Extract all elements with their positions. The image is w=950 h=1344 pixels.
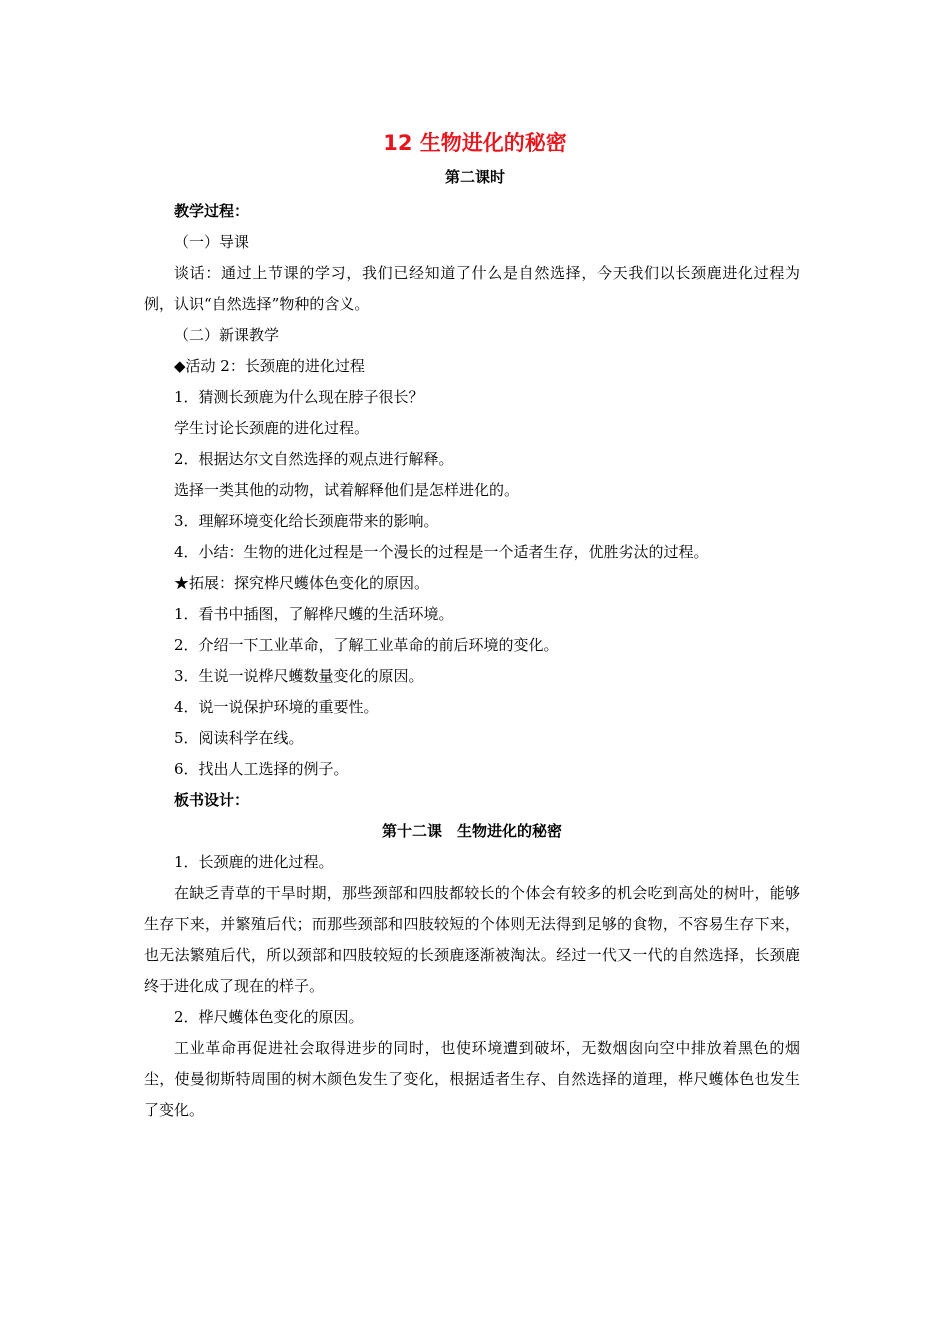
activity-item: 选择一类其他的动物，试着解释他们是怎样进化的。	[174, 481, 520, 499]
new-lesson-heading: （二）新课教学	[174, 326, 280, 344]
section-heading-teaching: 教学过程：	[174, 202, 250, 220]
board-item-heading: 1．长颈鹿的进化过程。	[174, 853, 334, 871]
activity-item: 4．小结：生物的进化过程是一个漫长的过程是一个适者生存，优胜劣汰的过程。	[174, 543, 709, 561]
activity-item: 2．根据达尔文自然选择的观点进行解释。	[174, 450, 454, 468]
document-body	[144, 196, 800, 1126]
intro-text: 谈话：通过上节课的学习，我们已经知道了什么是自然选择，今天我们以长颈鹿进化过程为例，认识“自然选择”物种的含义。	[144, 264, 800, 313]
section-heading-board: 板书设计：	[174, 791, 250, 809]
activity-item: 3．理解环境变化给长颈鹿带来的影响。	[174, 512, 439, 530]
document-subtitle: 第二课时	[444, 168, 505, 186]
extension-item: 3．生说一说桦尺蠖数量变化的原因。	[174, 667, 424, 685]
board-item-text: 工业革命再促进社会取得进步的同时，也使环境遭到破坏，无数烟囱向空中排放着黑色的烟尘，使曼彻斯特周围的树木颜色发生了变化，根据适者生存、自然选择的道理，桦尺蠖体色也发生了变化。	[144, 1039, 800, 1119]
board-item-heading: 2．桦尺蠖体色变化的原因。	[174, 1008, 364, 1026]
document-title: 12 生物进化的秘密	[383, 131, 567, 155]
extension-item: 2．介绍一下工业革命，了解工业革命的前后环境的变化。	[174, 636, 559, 654]
board-item-text: 在缺乏青草的干旱时期，那些颈部和四肢都较长的个体会有较多的机会吃到高处的树叶，能够生存下来，并繁殖后代；而那些颈部和四肢较短的个体则无法得到足够的食物，不容易生存下来，也无法繁殖后代，所以颈部和四肢较短的长颈鹿逐渐被淘汰。经过一代又一代的自然选择，长颈鹿终于进化成了现在的样子。	[144, 884, 800, 995]
extension-item: 4．说一说保护环境的重要性。	[174, 698, 379, 716]
intro-heading: （一）导课	[174, 233, 250, 251]
activity-heading: ◆活动 2：长颈鹿的进化过程	[174, 357, 365, 375]
extension-item: 1．看书中插图，了解桦尺蠖的生活环境。	[174, 605, 454, 623]
board-title: 第十二课 生物进化的秘密	[381, 822, 562, 840]
extension-heading: ★拓展：探究桦尺蠖体色变化的原因。	[174, 574, 430, 592]
extension-item: 6．找出人工选择的例子。	[174, 760, 349, 778]
extension-item: 5．阅读科学在线。	[174, 729, 304, 747]
activity-item: 1．猜测长颈鹿为什么现在脖子很长？	[174, 388, 424, 406]
activity-item: 学生讨论长颈鹿的进化过程。	[174, 419, 370, 437]
